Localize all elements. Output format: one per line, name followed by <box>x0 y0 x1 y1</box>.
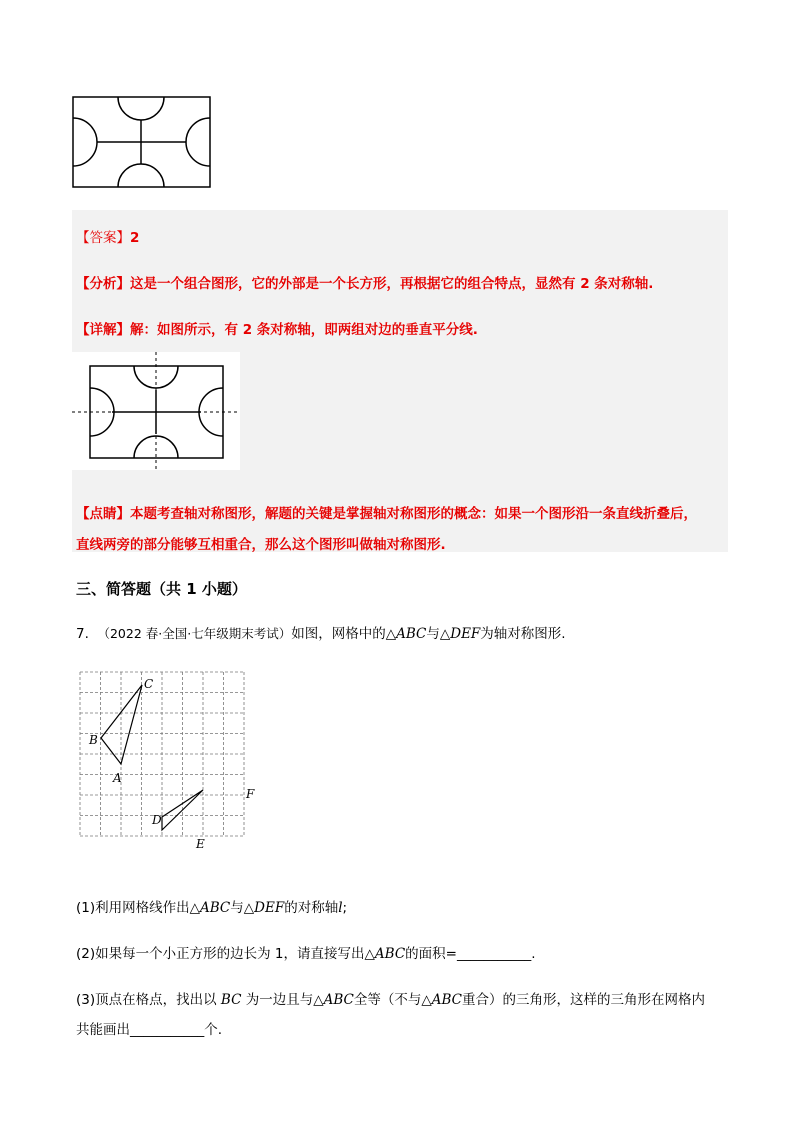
comment-line-2: 直线两旁的部分能够互相重合，那么这个图形叫做轴对称图形. <box>76 537 446 553</box>
label-d: D <box>152 813 162 827</box>
sub1-triangle-def: △DEF <box>243 900 285 916</box>
sub-question-2 <box>76 942 536 962</box>
stem-text-c: 为轴对称图形. <box>480 626 566 642</box>
analysis-text: 这是一个组合图形，它的外部是一个长方形，再根据它的组合特点，显然有 2 条对称轴. <box>130 276 654 292</box>
sub2-text-b: 的面积= <box>405 946 457 962</box>
segment-bc: BC <box>220 992 242 1008</box>
stem-text-b: 与 <box>426 626 440 642</box>
sub2-text-c: . <box>531 946 536 962</box>
sub-question-3-line-2 <box>76 1018 222 1038</box>
sub1-text-a: (1)利用网格线作出 <box>76 900 190 916</box>
analysis-tag: 【分析】 <box>76 276 130 292</box>
stem-text-a: 如图，网格中的 <box>291 626 386 642</box>
figure-rectangle-semicircles <box>72 96 212 188</box>
comment-text-1: 本题考查轴对称图形，解题的关键是掌握轴对称图形的概念：如果一个图形沿一条直线折叠后， <box>130 506 697 522</box>
section-title: 三、简答题（共 1 小题） <box>76 580 247 598</box>
label-c: C <box>144 677 154 691</box>
label-e: E <box>196 837 205 851</box>
sub3-text-d: 重合）的三角形，这样的三角形在网格内 <box>462 992 706 1008</box>
area-answer-blank[interactable]: ___________ <box>456 946 532 962</box>
question-number: 7. <box>76 626 89 642</box>
grid-figure <box>80 672 255 851</box>
sub3-triangle-abc-1: △ABC <box>313 992 354 1008</box>
answer-value: 2 <box>130 230 140 246</box>
answer-line <box>76 226 139 246</box>
sub2-triangle-abc: △ABC <box>364 946 406 962</box>
sub3-line2-text-a: 共能画出 <box>76 1022 130 1038</box>
sub-question-1 <box>76 896 347 916</box>
axis-l: l <box>338 900 343 916</box>
detail-text: 解：如图所示，有 2 条对称轴，即两组对边的垂直平分线. <box>130 322 478 338</box>
label-b: B <box>89 733 98 747</box>
label-f: F <box>246 787 255 801</box>
label-a: A <box>113 771 122 785</box>
triangle-abc: △ABC <box>385 626 427 642</box>
analysis-line <box>76 272 653 292</box>
question-7-stem <box>76 622 566 642</box>
sub3-text-c: 全等（不与 <box>353 992 422 1008</box>
triangle-abc-shape <box>101 685 142 764</box>
detail-line <box>76 318 478 338</box>
comment-tag: 【点睛】 <box>76 506 130 522</box>
sub1-text-b: 与 <box>230 900 244 916</box>
sub1-text-d: ; <box>342 900 348 916</box>
sub3-line2-text-b: 个. <box>204 1022 223 1038</box>
sub-question-3-line-1 <box>76 988 705 1008</box>
question-source: （2022 春·全国·七年级期末考试） <box>97 626 292 641</box>
sub3-triangle-abc-2: △ABC <box>421 992 463 1008</box>
figure-symmetry-axes <box>72 352 242 470</box>
sub1-text-c: 的对称轴 <box>284 900 339 916</box>
triangle-def: △DEF <box>439 626 481 642</box>
detail-tag: 【详解】 <box>76 322 130 338</box>
sub3-text-b: 为一边且与 <box>241 992 314 1008</box>
count-answer-blank[interactable]: ___________ <box>130 1022 205 1038</box>
sub2-text-a: (2)如果每一个小正方形的边长为 1，请直接写出 <box>76 946 365 962</box>
sub3-text-a: (3)顶点在格点，找出以 <box>76 992 221 1008</box>
comment-line-1 <box>76 502 697 522</box>
sub1-triangle-abc: △ABC <box>189 900 231 916</box>
answer-tag: 【答案】 <box>76 230 130 246</box>
